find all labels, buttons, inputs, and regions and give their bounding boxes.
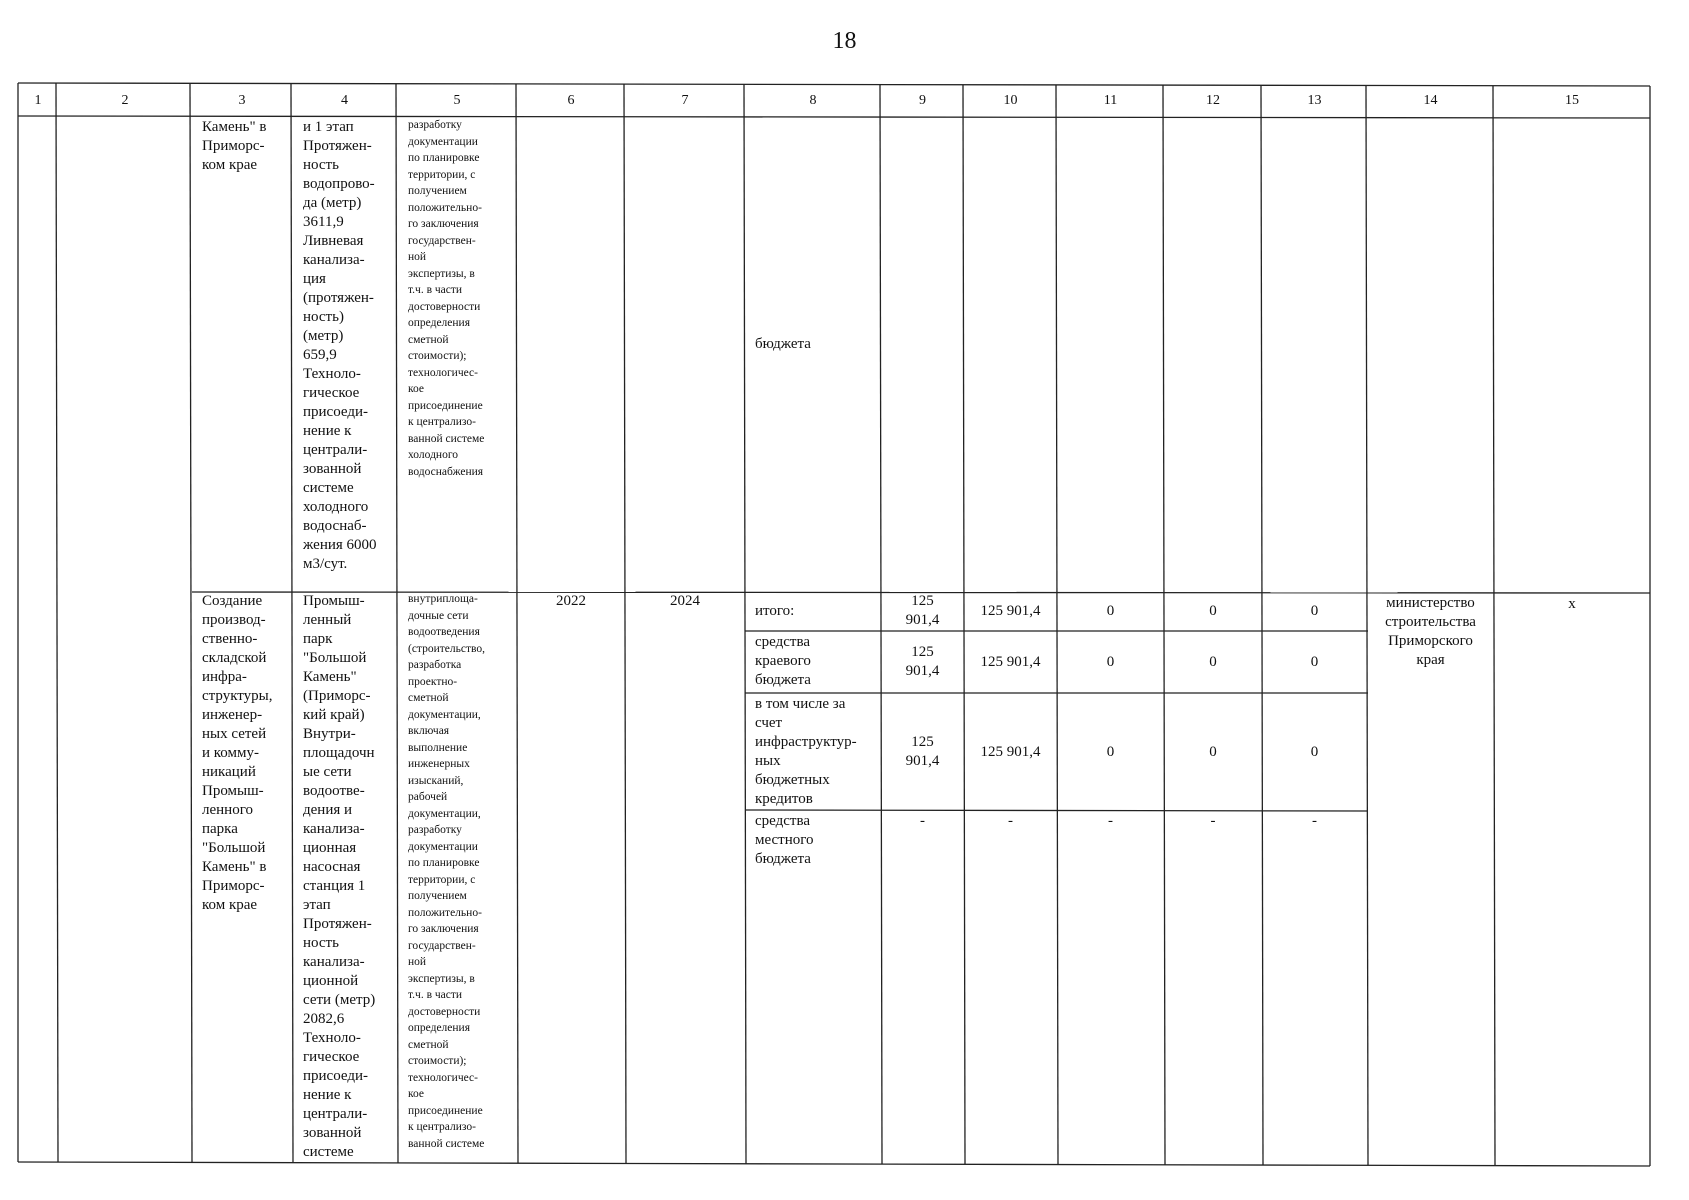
header-col-10: 10 bbox=[1003, 93, 1018, 108]
header-col-12: 12 bbox=[1206, 93, 1220, 108]
subrow-credits-col10: 125 901,4 bbox=[980, 744, 1041, 760]
page-number: 18 bbox=[832, 28, 857, 54]
subrow-regional-col10: 125 901,4 bbox=[980, 654, 1041, 670]
header-col-1: 1 bbox=[34, 93, 42, 108]
header-col-2: 2 bbox=[121, 93, 129, 108]
subrow-credits-col11: 0 bbox=[1106, 744, 1115, 760]
subrow-total-col9: 125 901,4 bbox=[905, 593, 940, 628]
subrow-regional-col13: 0 bbox=[1310, 654, 1319, 670]
header-col-15: 15 bbox=[1565, 93, 1579, 108]
header-col-4: 4 bbox=[341, 93, 348, 108]
header-col-13: 13 bbox=[1307, 93, 1322, 108]
header-col-9: 9 bbox=[919, 93, 926, 108]
subrow-local-col13: - bbox=[1312, 813, 1317, 829]
subrow-total-col12: 0 bbox=[1209, 603, 1217, 619]
row1-object-name: Камень" в Приморс- ком крае bbox=[202, 119, 267, 173]
subrow-total-label: итого: bbox=[755, 603, 795, 619]
subrow-total-col13: 0 bbox=[1310, 603, 1319, 619]
subrow-regional-col11: 0 bbox=[1106, 654, 1115, 670]
subrow-credits-col12: 0 bbox=[1209, 744, 1217, 760]
subrow-regional-col9: 125 901,4 bbox=[905, 644, 940, 679]
row1-work-description: разработку документации по планировке территории, с получением положительно- го заключения государствен- ной экспертизы, в т.ч. в части достоверности определения сметной стоимости); технологичес- кое присоединение к централизо- ванной системе холодного водоснабжения bbox=[408, 119, 485, 478]
subrow-credits-col9: 125 901,4 bbox=[905, 734, 940, 769]
subrow-credits-col13: 0 bbox=[1310, 744, 1319, 760]
row2-start-year: 2022 bbox=[556, 593, 586, 609]
subrow-credits-label: в том числе за счет инфраструктур- ных бюджетных кредитов bbox=[755, 696, 857, 807]
subrow-regional-label: средства краевого бюджета bbox=[755, 634, 811, 688]
row2-end-year: 2024 bbox=[670, 593, 700, 609]
row2-capacity: Промыш- ленный парк "Большой Камень" (Приморс- кий край) Внутри- площадочн ые сети водоотве- дения и канализа- ционная насосная станция 1 этап Протяжен- ность канализа- ционной сети (метр) 2082,6 Техноло- гическое присоеди- нение к централи- зованной системе bbox=[303, 593, 376, 1160]
subrow-local-col10: - bbox=[1008, 813, 1013, 829]
header-col-8: 8 bbox=[809, 93, 817, 108]
subrow-total-col10: 125 901,4 bbox=[980, 603, 1041, 619]
row1-capacity: и 1 этап Протяжен- ность водопрово- да (метр) 3611,9 Ливневая канализа- ция (протяжен- ность) (метр) 659,9 Техноло- гическое присоеди- нение к централи- зованной системе холодного водоснаб- жения 6000 м3/сут. bbox=[303, 119, 377, 572]
header-col-11: 11 bbox=[1103, 93, 1118, 108]
header-col-6: 6 bbox=[567, 93, 575, 108]
row2-object-name: Создание производ- ственно- складской инфра- структуры, инженер- ных сетей и комму- никаций Промыш- ленного парка "Большой Камень" в Приморс- ком крае bbox=[202, 593, 273, 913]
subrow-local-col11: - bbox=[1108, 813, 1113, 829]
row1-funding-source: бюджета bbox=[755, 336, 811, 352]
subrow-local-col9: - bbox=[920, 813, 925, 829]
header-col-3: 3 bbox=[238, 93, 246, 108]
subrow-total-col11: 0 bbox=[1106, 603, 1115, 619]
row2-work-description: внутриплоща- дочные сети водоотведения (строительство, разработка проектно- сметной документации, включая выполнение инженерных изысканий, рабочей документации, разработку документации по планировке территории, с получением положительно- го заключения государствен- ной экспертизы, в т.ч. в части достоверности определения сметной стоимости); технологичес- кое присоединение к централизо- ванной системе bbox=[408, 593, 485, 1150]
subrow-local-label: средства местного бюджета bbox=[755, 813, 814, 867]
row2-col15-mark: х bbox=[1568, 596, 1576, 612]
header-col-7: 7 bbox=[681, 93, 689, 108]
subrow-local-col12: - bbox=[1210, 813, 1216, 829]
row2-responsible-executor: министерство строительства Приморского края bbox=[1385, 595, 1476, 668]
header-col-5: 5 bbox=[453, 93, 461, 108]
subrow-regional-col12: 0 bbox=[1209, 654, 1217, 670]
header-col-14: 14 bbox=[1423, 93, 1438, 108]
